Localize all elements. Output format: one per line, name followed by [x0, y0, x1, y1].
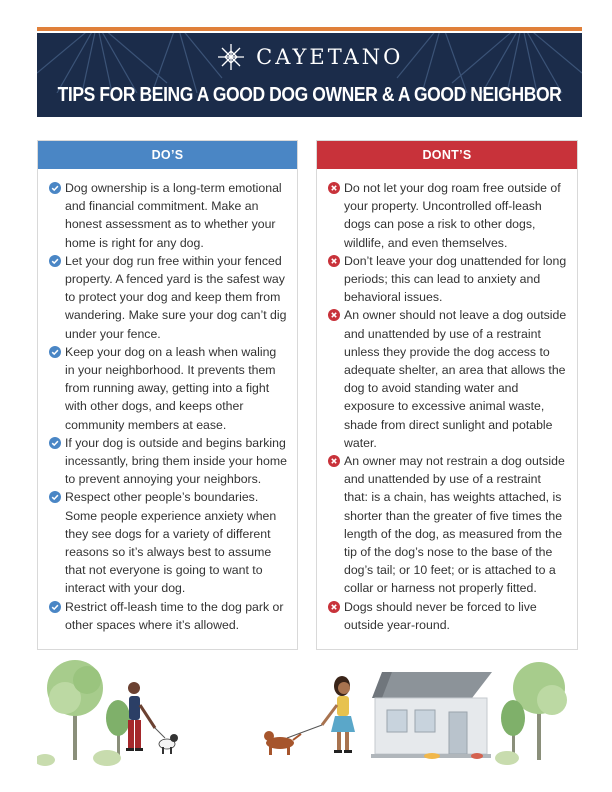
- do-item-text: Respect other people’s boundaries. Some people experience anxiety when they see dogs for a variety of different reasons so it’s always best to assume that not everyone is going to want to interact with your dog.: [65, 490, 277, 596]
- do-item: [49, 598, 287, 634]
- do-item-text: Let your dog run free within your fenced property. A fenced yard is the safest way to protect your dog and keep them from wandering. Make sure your dog can’t dig under your fence.: [65, 253, 287, 341]
- dont-item-text: An owner may not restrain a dog outside and unattended by use of a restraint that: is a chain, has weights attached, is shorter than the greater of five times the length of the dog, as measured from the tip of the dog’s nose to the base of the dog’s tail; or 10 feet; or is attached to a collar or harness not properly fitted.: [344, 454, 565, 596]
- x-circle-icon: [328, 309, 340, 321]
- x-circle-icon: [328, 255, 340, 267]
- x-circle-icon: [328, 182, 340, 194]
- house-icon: [371, 672, 492, 758]
- dont-item: [328, 252, 567, 307]
- do-item: [49, 434, 287, 489]
- do-item-text: Dog ownership is a long-term emotional and financial commitment. Make an honest assessment as to whether your home is right for any dog.: [65, 181, 282, 250]
- cayetano-star-logo: [216, 42, 246, 72]
- do-item-text: Restrict off-leash time to the dog park or other spaces where it’s allowed.: [65, 599, 284, 632]
- woman-with-dog-figure: [264, 676, 355, 755]
- check-circle-icon: [49, 346, 61, 358]
- left-tree-icon: [47, 660, 103, 760]
- check-circle-icon: [49, 437, 61, 449]
- check-circle-icon: [49, 601, 61, 613]
- dont-item: [328, 179, 567, 252]
- man-with-dog-figure: [126, 682, 178, 754]
- accent-bar: [37, 27, 582, 31]
- check-circle-icon: [49, 255, 61, 267]
- page-title: TIPS FOR BEING A GOOD DOG OWNER & A GOOD NEIGHBOR: [57, 82, 562, 106]
- dos-heading: DO’S: [38, 141, 297, 169]
- dos-panel: [37, 140, 298, 650]
- donts-panel: [316, 140, 578, 650]
- bush-icon: [37, 750, 121, 766]
- dont-item-text: Dogs should never be forced to live outside year-round.: [344, 599, 537, 632]
- dont-item: [328, 598, 567, 634]
- dont-item-text: An owner should not leave a dog outside and unattended by use of a restraint unless they provide the dog access to adequate shelter, an area that allows the dog to avoid standing water and exposure to excessive animal waste, shade from direct sunlight and potable water.: [344, 308, 567, 450]
- do-item-text: Keep your dog on a leash when waling in your neighborhood. It prevents them from running away, getting into a fight with other dogs, and keeps other community members at ease.: [65, 344, 277, 432]
- brand-name: CAYETANO: [256, 45, 404, 69]
- dont-item-text: Do not let your dog roam free outside of your property. Uncontrolled off-leash dogs can pose a risk to other dogs, wildlife, and even themselves.: [344, 181, 561, 250]
- right-tree-icon: [495, 662, 567, 765]
- dont-item: [328, 306, 567, 452]
- x-circle-icon: [328, 601, 340, 613]
- dont-item-text: Don’t leave your dog unattended for long periods; this can lead to anxiety and behavioral issues.: [344, 253, 567, 305]
- do-item: [49, 252, 287, 343]
- do-item: [49, 488, 287, 597]
- donts-heading: DONT’S: [317, 141, 577, 169]
- check-circle-icon: [49, 182, 61, 194]
- brand-lockup: [37, 42, 582, 72]
- neighborhood-illustration: [37, 650, 582, 780]
- dont-item: [328, 452, 567, 598]
- x-circle-icon: [328, 455, 340, 467]
- do-item: [49, 179, 287, 252]
- do-item-text: If your dog is outside and begins barking incessantly, bring them inside your home to prevent annoying your neighbors.: [65, 435, 287, 487]
- do-item: [49, 343, 287, 434]
- header-banner: [37, 33, 582, 117]
- check-circle-icon: [49, 491, 61, 503]
